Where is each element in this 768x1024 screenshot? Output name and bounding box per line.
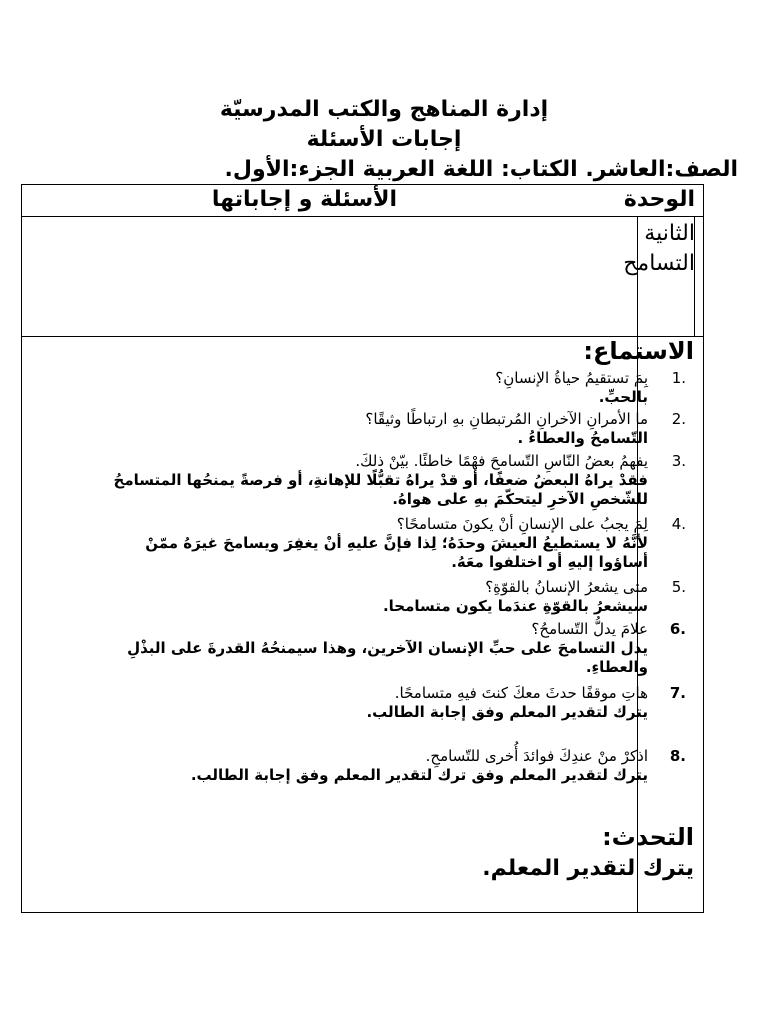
question-text: هاتِ موقفًا حدثَ معكَ كنتَ فيهِ متسامحًا. [394,684,648,702]
header-row-divider [22,216,703,217]
question-item [106,369,686,407]
question-item [106,578,686,616]
question-text: ما الأمرانِ الآخرانِ المُرتبطانِ بهِ ارتباطًا وثيقًا؟ [365,410,648,428]
question-item [106,410,686,448]
answer-text: التّسامحُ والعطاءُ . [517,429,648,447]
question-number: 1. [671,369,686,387]
class-book-info: الصف:العاشر. الكتاب: اللغة العربية الجزء:الأول. [224,157,738,182]
question-text: اذكرْ منْ عندِكَ فوائدَ أُخرى للتّسامحِ. [425,747,648,765]
answer-text: لأنَّهُ لا يستطيعُ العيشَ وحدَهُ؛ لِذا فإنَّ عليهِ أنْ يغفِرَ ويسامحَ غيرَهُ ممّنْ أساؤوا إليهِ أو اختلفوا معَهُ. [145,534,648,571]
question-text: يفهمُ بعضُ النّاسِ التّسامحَ فهْمًا خاطئًا. بيّنْ ذلكَ. [355,452,648,470]
answer-text: سيشعرُ بالقوّةِ عندَما يكون متسامحا. [382,597,648,615]
speaking-title: التحدث: [602,823,694,851]
question-number: 5. [671,578,686,596]
speaking-answer: يترك لتقدير المعلم. [482,856,694,881]
unit-name: الثانية التسامح [623,221,695,276]
question-text: علامَ يدلُّ التّسامحُ؟ [531,620,648,638]
question-item [106,620,686,677]
question-number: 3. [671,452,686,470]
answers-title: إجابات الأسئلة [306,127,462,152]
answer-text: يترك لتقدير المعلم وفق إجابة الطالب. [366,703,648,721]
question-text: بِمَ تستقيمُ حياةُ الإنسانِ؟ [495,369,648,387]
question-number: 7. [669,684,686,702]
listening-title: الاستماع: [583,337,694,365]
answer-text: يدل التسامحَ على حبِّ الإنسان الآخرين، وهذا سيمنحُهُ القدرةَ على البذْلِ والعطاءِ. [127,639,648,676]
ministry-title: إدارة المناهج والكتب المدرسيّة [219,97,549,122]
question-number: 6. [669,620,686,638]
question-item [106,515,686,572]
answer-text: فقدْ يراهُ البعضُ ضعفًا، أو قدْ يراهُ تقبُّلًا للإهانةِ، أو فرصةً يمنحُها المتسامحُ للشّخصِ الآخرِ ليتحكّمَ بهِ على هواهُ. [113,471,648,508]
question-number: 4. [671,515,686,533]
answer-text: بالحبِّ. [598,388,648,406]
qa-column-header: الأسئلة و إجاباتها [211,187,397,212]
question-number: 2. [671,410,686,428]
question-number: 8. [669,747,686,765]
question-text: لِمَ يجبُ على الإنسانِ أنْ يكونَ متسامحًا؟ [396,515,648,533]
question-item [106,747,686,785]
unit-column-header: الوحدة [623,187,695,212]
question-item [106,684,686,722]
question-text: متى يشعرُ الإنسانُ بالقوّةِ؟ [485,578,648,596]
question-item [106,452,686,509]
answer-text: يترك لتقدير المعلم وفق ترك لتقدير المعلم وفق إجابة الطالب. [190,766,648,784]
